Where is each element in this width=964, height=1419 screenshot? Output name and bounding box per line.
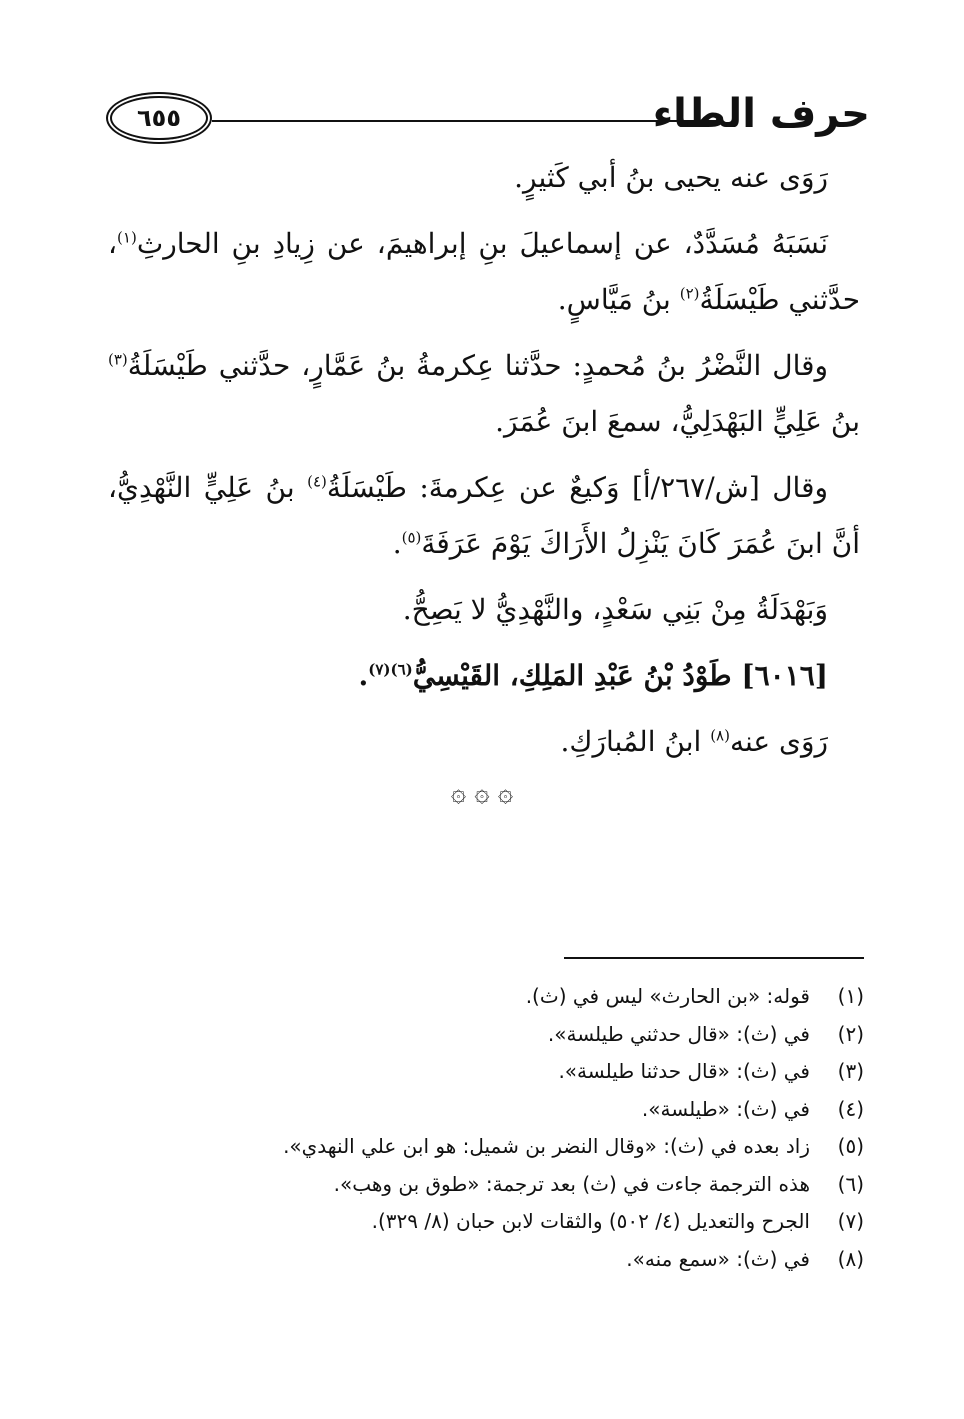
footnote-text: زاد بعده في (ث): «وقال النضر بن شميل: هو ابن علي النهدي». (283, 1134, 810, 1158)
footnote-item (164, 1241, 864, 1279)
page-number: ٦٥٥ (110, 96, 208, 140)
footnote-ref[interactable]: (٣) (108, 350, 128, 369)
text-run: رَوَى عنه يحيى بنُ أبي كَثيرٍ. (514, 161, 828, 194)
footnote-number: (٢) (837, 1021, 864, 1046)
chapter-title: حرف الطاء (652, 91, 870, 137)
footnote-item (164, 1091, 864, 1129)
body-paragraph (108, 648, 860, 704)
section-ornament: ۞ ۞ ۞ (450, 778, 514, 808)
footnote-item (164, 1203, 864, 1241)
text-run: نَسَبَهُ مُسَدَّدٌ، عن إسماعيلَ بنِ إبراهيمَ، عن زِيادِ بنِ الحارثِ (136, 227, 828, 260)
footnote-text: قوله: «بن الحارث» ليس في (ث). (525, 984, 810, 1008)
text-run: ابنُ المُبارَكِ. (560, 725, 711, 758)
footnote-text: في (ث): «قال حدثنا طيلسة». (558, 1059, 810, 1083)
footnote-item (164, 1128, 864, 1166)
footnote-ref[interactable]: (٢) (679, 284, 700, 303)
footnote-ref[interactable]: (٦)(٧) (368, 660, 413, 679)
text-run: وقال النَّضْرُ بنُ مُحمدٍ: حدَّثنا عِكرمةُ بنُ عَمَّارٍ، حدَّثني طَيْسَلَةُ (127, 349, 828, 382)
footnote-item (164, 1166, 864, 1204)
footnote-number: (٥) (837, 1134, 864, 1158)
footnote-ref[interactable]: (١) (117, 228, 137, 247)
footnote-text: الجرح والتعديل (٤/ ٥٠٢) والثقات لابن حبان (٨/ ٣٢٩). (371, 1209, 810, 1233)
footnote-ref[interactable]: (٨) (710, 726, 730, 745)
text-run: . (358, 659, 369, 692)
body-paragraph (108, 216, 860, 328)
text-run: بنُ مَيَّاسٍ. (557, 283, 680, 316)
footnote-ref[interactable]: (٥) (401, 528, 422, 547)
footnote-ref[interactable]: (٤) (307, 472, 327, 491)
footnote-separator (564, 957, 864, 959)
text-run: وقال [ش/٢٦٧/أ] وَكيعٌ عن عِكرمةَ: طَيْسَلَةُ (326, 471, 828, 504)
footnote-item (164, 978, 864, 1016)
text-run: ، حدَّثني طَيْسَلَةُ (108, 227, 860, 316)
header-rule (212, 120, 720, 122)
footnote-number: (٨) (837, 1246, 864, 1271)
running-header (110, 88, 870, 144)
footnote-text: هذه الترجمة جاءت في (ث) بعد ترجمة: «طوق بن وهب». (333, 1171, 810, 1196)
text-run: . (392, 527, 402, 560)
main-text (108, 150, 860, 780)
body-paragraph (108, 714, 860, 770)
footnote-number: (٦) (837, 1171, 864, 1196)
text-run: بنُ عَلِيٍّ البَهْدَلِيُّ، سمعَ ابنَ عُمَرَ. (495, 405, 860, 438)
body-paragraph (108, 338, 860, 450)
footnote-item (164, 1016, 864, 1054)
footnote-text: في (ث): «طيلسة». (641, 1096, 810, 1121)
text-run: وَبَهْدَلَةُ مِنْ بَنِي سَعْدٍ، والنَّهْدِيُّ لا يَصِحُّ. (402, 593, 828, 626)
footnote-text: في (ث): «سمع منه». (626, 1246, 810, 1271)
footnote-number: (٧) (837, 1209, 864, 1233)
footnotes (164, 978, 864, 1278)
footnote-number: (١) (837, 984, 864, 1008)
footnote-number: (٣) (837, 1059, 864, 1083)
footnote-number: (٤) (837, 1096, 864, 1121)
body-paragraph (108, 460, 860, 572)
text-run: [٦٠١٦] طَوْدُ بْنُ عَبْدِ المَلِكِ، القَيْسِيُّ (412, 659, 828, 692)
body-paragraph (108, 150, 860, 206)
text-run: بنُ عَلِيٍّ النَّهْدِيُّ، أنَّ ابنَ عُمَرَ كَانَ يَنْزِلُ الأَرَاكَ يَوْمَ عَرَفَةَ (108, 471, 860, 560)
footnote-text: في (ث): «قال حدثني طيلسة». (547, 1021, 810, 1046)
text-run: رَوَى عنه (729, 725, 828, 758)
footnote-item (164, 1053, 864, 1091)
body-paragraph (108, 582, 860, 638)
